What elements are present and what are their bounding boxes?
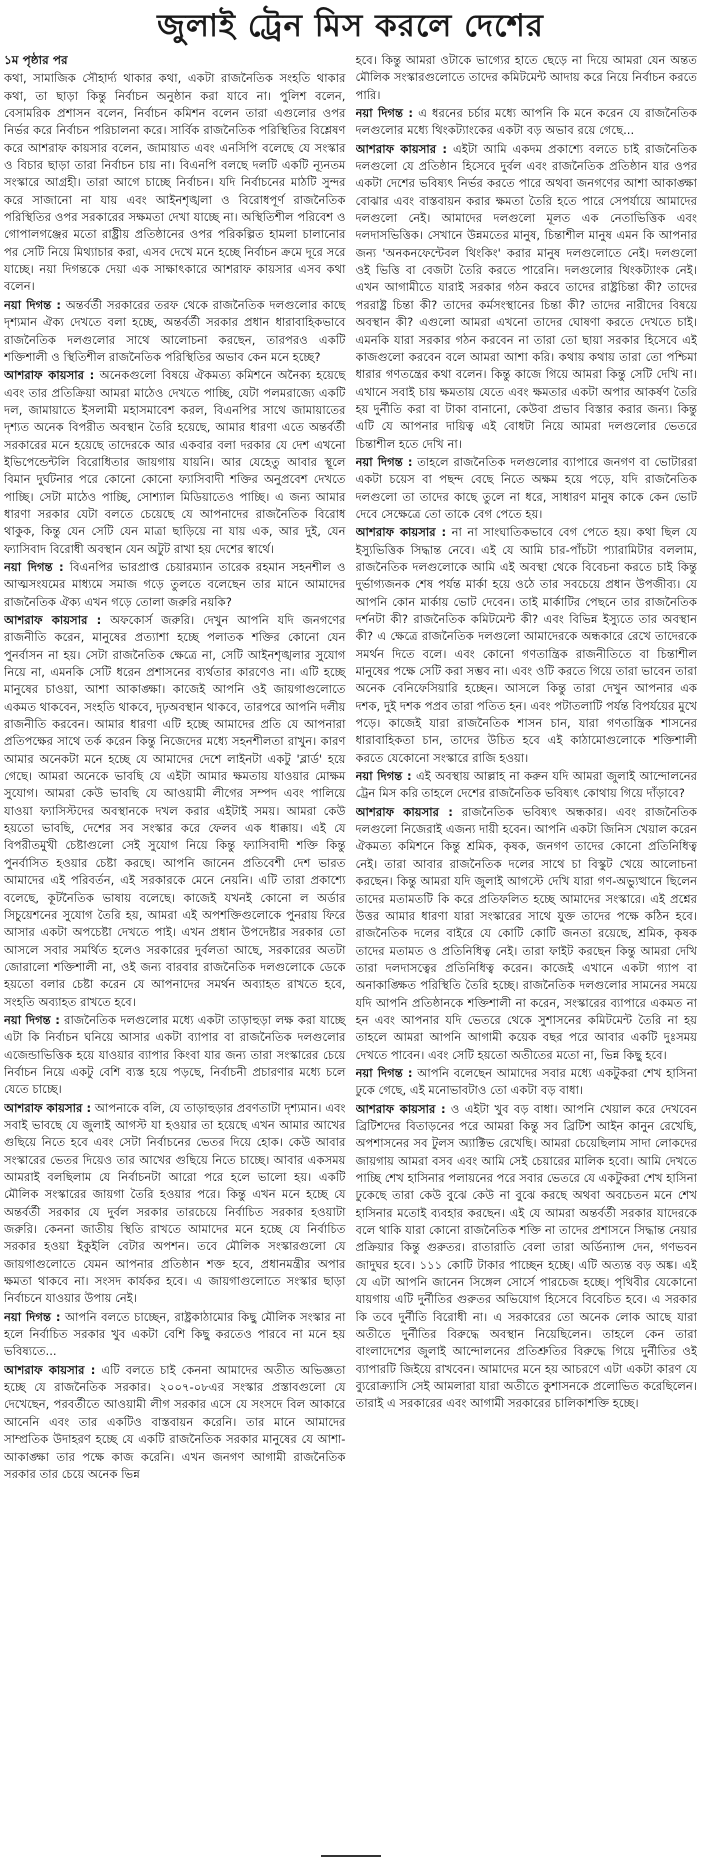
paragraph — [356, 141, 698, 453]
speaker-label: নয়া দিগন্ত : — [4, 297, 61, 312]
paragraph — [4, 70, 346, 295]
right-column — [356, 52, 698, 1852]
page-footer-mark — [0, 1852, 701, 1870]
paragraph-text: বিএনপির ভারপ্রাপ্ত চেয়ারম্যান তারেক রহমান সহনশীল ও আত্মসংযমের মাধ্যমে সমাজ গড়ে তুলতে বলেছেন তার মানে আমাদের রাজনৈতিক ঐক্য এখন গড়ে তোলা জরুরি নয়কি? — [4, 559, 346, 609]
paragraph-text: তাহলে রাজনৈতিক দলগুলোর ব্যাপারে জনগণ বা ভোটাররা একটা চয়েস বা পছন্দ বেছে নিতে অক্ষম হয়ে পড়ে, যদি রাজনৈতিক দলগুলো তা তাদের কাছে তুলে না ধরে, সাধারণ মানুষ কাকে কেন ভোট দেবে সেক্ষেত্রে তো তাকে বেগ পেতে হয়। — [355, 454, 697, 521]
speaker-label: আশরাফ কায়সার : — [4, 1100, 92, 1115]
paragraph — [4, 1309, 346, 1361]
paragraph — [4, 1100, 346, 1308]
speaker-label: নয়া দিগন্ত : — [355, 106, 414, 121]
paragraph — [356, 524, 698, 767]
paragraph-text: না না সাংঘাতিকভাবে বেগ পেতে হয়। কথা ছিল যে ইস্যুভিত্তিক সিদ্ধান্ত নেবে। এই যে আমি চার-পাঁচটা প্যারামিটার বললাম, রাজনৈতিক দলগুলোকে আমি এই অবস্থা থেকে বিবেচনা করতে চাই কিন্তু দুর্ভাগ্যজনক শেষ পর্যন্ত মার্কা হয়ে ওঠে তার সবচেয়ে প্রধান উপজীব্য। যে আপনি কোন মার্কায় ভোট দেবেন। তাই মার্কাটির পেছনে তার রাজনৈতিক দর্শনটা কী? রাজনৈতিক কমিটমেন্ট কী? এবং বিভিন্ন ইস্যুতে তার অবস্থান কী? এ ক্ষেত্রে রাজনৈতিক দলগুলো আমাদেরকে অন্ধকারে রেখে তাদেরকে সমর্থন দিতে বলে। এবং কোনো গণতান্ত্রিক রাজনীতিতে বা চিন্তাশীল মানুষের পক্ষে সেটি করা সম্ভব না। এবং ওটি করতে গিয়ে তারা ভাবেন তারা অনেক বেনিফেসিয়ারি হচ্ছেন। আসলে কিন্তু তারা দেখুন আপনার এক দশক, দুই দশক পপ্রব তারা পতিত হন। এবং পটাতলাটি পর্যন্ত বিপর্যয়ের মুখে পড়ে। কাজেই যারা রাজনৈতিক শাসন চান, যারা গণতান্ত্রিক শাসনের ধারাবাহিকতা চান, তাদের উচিত হবে এই কাঠামোগুলোকে শক্তিশালী করতে যেকোনো সংস্কারে রাজি হওয়া। — [355, 525, 697, 765]
speaker-label: আশরাফ কায়সার : — [4, 613, 102, 627]
paragraph — [356, 768, 698, 803]
paragraph-text: এটি বলতে চাই কেননা আমাদের অতীত অভিজ্ঞতা হচ্ছে যে রাজনৈতিক সরকার। ২০০৭-০৮এর সংস্কার প্রস্তাবগুলো যে দেখেছেন, পরবর্তীতে আওয়ামী লীগ সরকার এসে যে সংসদে বিল আকারে আনেনি এবং তার একটিও বাস্তবায়ন করেনি। তার মানে আমাদের সাম্প্রতিক উদাহরণ হচ্ছে যে একটি রাজনৈতিক সরকার মানুষের যে আশা-আকাঙ্ক্ষা তার পক্ষে কাজ করেনি। এখন জনগণ আগামী রাজনৈতিক সরকার তার চেয়ে অনেক ভিন্ন — [4, 1362, 346, 1481]
speaker-label: নয়া দিগন্ত : — [4, 1012, 60, 1027]
paragraph-text: রাজনৈতিক দলগুলোর মধ্যে একটা তাড়াহুড়া লক্ষ করা যাচ্ছে এটা কি নির্বাচন ঘনিয়ে আসার একটা ব্যাপার বা রাজনৈতিক দলগুলোর এজেন্ডাভিত্তিক হয়ে যাওয়ার ব্যাপার কিংবা যার জন্য তারা সংস্কারের চেয়ে নির্বাচন নিয়ে একটু বেশি ব্যস্ত হয়ে পড়ছে, নির্বাচনী প্রচারণার মধ্যে চলে যেতে চাচ্ছে। — [4, 1012, 346, 1097]
paragraph-text: অন্তর্বর্তী সরকারের তরফ থেকে রাজনৈতিক দলগুলোর কাছে দৃশ্যমান ঐক্য দেখতে বলা হচ্ছে, অন্তর্বর্তী সরকার প্রধান ধারাবাহিকভাবে রাজনৈতিক দলগুলোর সাথে আলোচনা করছেন, তারপরও একটি শক্তিশালী ও স্থিতিশীল রাজনৈতিক পরিস্থিতির অভাব কেন মনে হচ্ছে? — [4, 297, 346, 364]
paragraph-text: আপনি বলতে চাচ্ছেন, রাষ্ট্রকাঠামোর কিছু মৌলিক সংস্কার না হলে নির্বাচিত সরকার খুব একটা বেশি কিছু করতেও পারবে না মনে হয় ভবিষ্যতে... — [4, 1309, 346, 1359]
left-column — [4, 52, 346, 1852]
paragraph — [4, 1362, 346, 1483]
paragraph — [356, 1101, 698, 1413]
paragraph-text: রাজনৈতিক ভবিষ্যৎ অন্ধকার। এবং রাজনৈতিক দলগুলো নিজেরাই এজন্য দায়ী হবেন। আপনি একটা জিনিস খেয়াল করেন ঐকমত্য কমিশনে কিন্তু শ্রমিক, কৃষক, জনগণ তাদের কোনো প্রতিনিধিত্ব নেই। তারা আবার রাজনৈতিক দলের সাথে চা বিস্কুট খেয়ে আলোচনা করছেন। কিন্তু আমরা যদি জুলাই আগস্টে দেখি যারা গণ-অভ্যুত্থানে ছিলেন তাদের মতামতটি কি করে প্রতিফলিত হচ্ছে আমাদের সংস্কারে। এই প্রশ্নের উত্তর আমার ধারণা যারা সংস্কারের সাথে যুক্ত তাদের পক্ষে কঠিন হবে। রাজনৈতিক দলের বাইরে যে কোটি কোটি জনতা রয়েছে, শ্রমিক, কৃষক তাদের মতামত ও প্রতিনিধিত্ব নেই। তারা ফাইট করছেন কিন্তু আমরা দেখি তারা দলদাসত্বের প্রতিনিধিত্ব করেন। কাজেই এখানে একটা গ্যাপ বা অনাকাঙ্ক্ষিত পরিস্থিতি তৈরি হচ্ছে। রাজনৈতিক দলগুলোর সামনের সময়ে যদি আপনি প্রতিষ্ঠানকে শক্তিশালী না করেন, সংস্কারের ব্যাপারে একমত না হন এবং আপনার যদি ভেতরে থেকে সুশাসনের কমিটমেন্ট তৈরি না হয় তাহলে আমরা আপনি আগামী কয়েক বছর পরে আবার একটি দুঃসময় দেখতে পাবেন। এবং সেটি হয়তো অতীতের মতো না, ভিন্ন কিছু হবে। — [355, 804, 697, 1062]
continued-label: ১ম পৃষ্ঠার পর — [4, 53, 68, 67]
paragraph-text: কথা, সামাজিক সৌহার্দ্য থাকার কথা, একটা রাজনৈতিক সংহতি থাকার কথা, তা ছাড়া কিন্তু নির্বাচন অনুষ্ঠান করা যাবে না। পুলিশ বলেন, বেসামরিক প্রশাসন বলেন, নির্বাচন কমিশন বলেন তারা এগুলোর ওপর নির্ভর করে নির্বাচন পরিচালনা করে। সার্বিক রাজনৈতিক পরিস্থিতির বিশ্লেষণ করে আশরাফ কায়সার বলেন, জামায়াত এবং এনসিপি বলেছে যে সংস্কার ও বিচার ছাড়া তারা নির্বাচন চায় না। বিএনপি বলছে দলটি একটি ন্যূনতম সংস্কারে আগ্রহী। তারা আগে চাচ্ছে নির্বাচন। যদি নির্বাচনের মাঠটি সুন্দর করে সাজানো না যায় এবং আইনশৃঙ্খলা ও বিরোধপূর্ণ রাজনৈতিক পরিস্থিতির ওপর সরকারের সক্ষমতা দেখা যাচ্ছে না। অস্থিতিশীল পরিবেশ ও গোপালগঞ্জের মতো রাষ্ট্রীয় প্রতিষ্ঠানের ওপর পরিকল্পিত হামলা চালানোর পর সেটি নিয়ে মিথ্যাচার করা, এসব দেখে মনে হচ্ছে নির্বাচন ক্রমে দূরে সরে যাচ্ছে। নয়া দিগন্তকে দেয়া এক সাক্ষাৎকারে আশরাফ কায়সার এসব কথা বলেন। — [4, 71, 346, 294]
speaker-label: আশরাফ কায়সার : — [4, 368, 95, 383]
paragraph — [4, 612, 346, 1011]
paragraph — [4, 297, 346, 366]
speaker-label: আশরাফ কায়সার : — [355, 141, 448, 156]
paragraph-text: এ ধরনের চর্চার মধ্যে আপনি কি মনে করেন যে রাজনৈতিক দলগুলোর মধ্যে থিংকট্যাংকের একটা বড় অভাব রয়ে গেছে... — [355, 106, 697, 138]
paragraph-text: এই অবস্থায় আল্লাহ না করুন যদি আমরা জুলাই আন্দোলনের ট্রেন মিস করি তাহলে দেশের রাজনৈতিক ভবিষ্যৎ কোথায় গিয়ে দাঁড়াবে? — [355, 769, 697, 801]
paragraph — [356, 52, 698, 104]
paragraph-text: হবে। কিন্তু আমরা ওটাকে ভাগ্যের হাতে ছেড়ে না দিয়ে আমরা যেন অন্তত মৌলিক সংস্কারগুলোতে তাদের কমিটমেন্ট আদায় করে নিয়ে নির্বাচন করতে পারি। — [355, 53, 697, 102]
headline: জুলাই ট্রেন মিস করলে দেশের — [157, 8, 544, 44]
speaker-label: আশরাফ কায়সার : — [4, 1362, 96, 1377]
paragraph-text: আপনাকে বলি, যে তাড়াহুড়ার প্রবণতাটা দৃশ্যমান। এবং সবাই ভাবছে যে জুলাই আগস্ট যা হওয়ার তা হয়েছে এখন আমার আখের গুছিয়ে নিতে হবে এবং সেটা নির্বাচনের ভেতর দিয়ে হোক। কেউ আবার সংস্কারের ভেতর দিয়েও তার আখের গুছিয়ে নিতে চাচ্ছে। আবার একসময় আমরাই বলছিলাম যে নির্বাচনটা আরো পরে হলে ভালো হয়। একটি মৌলিক সংস্কারের জায়গা তৈরি হওয়ার পরে। কিন্তু এখন মনে হচ্ছে যে অন্তর্বর্তী সরকার যে দুর্বল সরকার তারচেয়ে নির্বাচিত সরকার হওয়াটা জরুরি। কেননা জাতীয় স্থিতি রাখতে আমাদের মনে হচ্ছে যে নির্বাচিত সরকার হওয়া ইকুইলি বেটার অপশন। তবে মৌলিক সংস্কারগুলো যে জায়গাগুলোতে যেমন আপনার প্রতিষ্ঠান শক্ত হবে, প্রধানমন্ত্রীর অপার ক্ষমতা থাকবে না। সংসদ কার্যকর হবে। এ জায়গাগুলোতে সংস্কার ছাড়া নির্বাচনে যাওয়ার উপায় নেই। — [4, 1100, 346, 1306]
speaker-label: আশরাফ কায়সার : — [355, 525, 447, 540]
paragraph-text: অফকোর্স জরুরি। দেখুন আপনি যদি জনগণের রাজনীতি করেন, মানুষের প্রত্যাশা হচ্ছে পলাতক শক্তির কোনো যেন পুনর্বাসন না হয়। সেটা রাজনৈতিক ক্ষেত্রে না, সেটি আইনশৃঙ্খলার সুযোগ নিয়ে না, এমনকি সেটি ধরেন প্রশাসনের ব্যর্থতার কারণেও না। এটি হচ্ছে মানুষের চাওয়া, আশা আকাঙ্ক্ষা। কাজেই আপনি ওই জায়গাগুলোতে একমত থাকবেন, সংহতি থাকবে, দৃঢ়অবস্থান থাকবে, তারপরে আপনি দলীয় রাজনীতি করবেন। আমার ধারণা এটি হচ্ছে আমাদের প্রতি যে আপনারা প্রতিপক্ষের সাথে তর্ক করেন কিন্তু নিজেদের মধ্যে সহনশীলতা রাখুন। কারণ আমার অনেকটা মনে হচ্ছে যে আমাদের দেশে লাইনটা একটু 'ব্লার্ড' হয়ে গেছে। আমরা অনেকে ভাবছি যে এইটা আমার ক্ষমতায় যাওয়ার মোক্ষম সুযোগ। আমরা কেউ ভাবছি যে আওয়ামী লীগের সম্পদ এবং পালিয়ে যাওয়া ফ্যাসিস্টদের অবস্থানকে দখল করার এইটাই সময়। আমরা কেউ হয়তো ভাবছি, দেশের সব সংস্কার করে ফেলব এক ধাক্কায়। এই যে বিপরীতমুখী চেষ্টাগুলো সেই সুযোগ নিয়ে কিন্তু ফ্যাসিবাদী শক্তি কিন্তু পুনর্বাসিত হওয়ার চেষ্টা করছে। আপনি জানেন প্রতিবেশী দেশ ভারত আমাদের এই পরিবর্তন, এই সরকারকে মেনে নেয়নি। এটি তারা প্রকাশ্যে বলেছে, কূটনৈতিক ভাষায় বলেছে। কাজেই যখনই কোনো ল অর্ডার সিচুয়েশনের সুযোগ তৈরি হয়, আমরা এই অপশক্তিগুলোকে পুনরায় ফিরে আসার একটা অপচেষ্টা দেখতে পাই। এখন প্রধান উপদেষ্টার সরকার তো আসলে সবার সমর্থিত হলেও সরকারের দুর্বলতা আছে, সরকারের অতটা জোরালো শক্তিশালী না, ওই জন্য বারবার রাজনৈতিক দলগুলোকে ডেকে হয়তো বলার চেষ্টা করেন যে আপনাদের সমর্থন অব্যাহত রাখতে হবে, সংহতি অব্যাহত রাখতে হবে। — [4, 613, 346, 1009]
speaker-label: নয়া দিগন্ত : — [355, 454, 413, 469]
paragraph — [356, 105, 698, 140]
paragraph-text: অনেকগুলো বিষয়ে ঐকমত্য কমিশনে অনৈক্য হয়েছে এবং তার প্রতিক্রিয়া আমরা মাঠেও দেখতে পাচ্ছি, যেটা পলমরাজ্যে একটি দল, জামায়াতে ইসলামী মহাসমাবেশ করল, বিএনপির সাথে জামায়াতের দৃশ্যত অনেক বিপরীত অবস্থান তৈরি হয়েছে, আমার ধারণা এতে অন্তর্বর্তী সরকারের মনে হয়েছে তাদেরকে আর একবার বলা দরকার যে দেশ এখনো ইভিপেন্ডেন্টলি বিরোধিতার জায়গায় যায়নি। আর যেহেতু আবার স্থূলে বিমান দুর্ঘটনার পরে কোনো কোনো ফ্যাসিবাদী শক্তির অনুপ্রবেশ দেখতে পাচ্ছি। সেটা মাঠেও পাচ্ছি, সোশ্যাল মিডিয়াতেও পাচ্ছি। এ জন্য আমার ধারণা সরকার যেটা বলতে চেয়েছে যে আপনাদের রাজনৈতিক বিরোধ থাকুক, কিন্তু যেন সেটি যেন মাত্রা ছাড়িয়ে না যায় এক, আর দুই, যেন ফ্যাসিবাদ বিরোধী অবস্থান যেন অটুট রাখা হয় দেশের স্বার্থে। — [4, 368, 346, 556]
speaker-label: আশরাফ কায়সার : — [355, 1101, 446, 1116]
paragraph — [356, 454, 698, 523]
paragraph — [4, 1012, 346, 1099]
paragraph-text: আপনি বলেছেন আমাদের সবার মধ্যে একটুকরা শেখ হাসিনা ঢুকে গেছে, এই মনোভাবটাও তো একটা বড় বাধা। — [355, 1065, 697, 1098]
paragraph-text: এইটা আমি একদম প্রকাশ্যে বলতে চাই রাজনৈতিক দলগুলো যে প্রতিষ্ঠান হিসেবে দুর্বল এবং রাজনৈতিক প্রতিষ্ঠান যার ওপর একটা দেশের ভবিষ্যৎ নির্ভর করতে পারে অথবা জনগণের আশা আকাঙ্ক্ষা বোঝার এবং বাস্তবায়ন করার ক্ষমতা তৈরি হতে পারে সেপর্যায়ে আমাদের দলগুলো নেই। আমাদের দলগুলো মূলত এক নেতাভিত্তিক এবং দলদাসভিত্তিক। সেখানে উন্নমতের মানুষ, চিন্তাশীল মানুষ এমন কি আপনার জন্য 'অনকনফেন্টেবল থিংকিং' করার মানুষ দলগুলোতে নেই। দলগুলো ওই ভিত্তি বা বেজটা তৈরি করতে পারেনি। দলগুলোর থিংকট্যাংক নেই। এখন আগামীতে যারাই সরকার গঠন করবে তাদের রাষ্ট্রচিন্তা কী? তাদের পররাষ্ট্র চিন্তা কী? তাদের কর্মসংস্থানের চিন্তা কী? তাদের নারীদের বিষয়ে অবস্থান কী? এগুলো আমরা এখনো তাদের ঘোষণা করতে দেখতে চাই। এমনকি যারা সরকার গঠন করবেন না তারা তো ছায়া সরকার হিসেবে এই কাজগুলো করবেন বলে আমরা আশা করি। কথায় কথায় তারা তো পশ্চিমা ধারার গণতন্ত্রের কথা বলেন। কিন্তু কাজে গিয়ে আমরা কিন্তু সেটি দেখি না। এখানে সবাই চায় ক্ষমতায় যেতে এবং ক্ষমতার একটা অপার আকর্ষণ তৈরি হয় দুর্নীতি করা বা টাকা বানানো, কেউবা প্রভাব বিস্তার করার জন্য। কিন্তু এটি যে আপনার দায়িত্ব এই বোধটা নিয়ে আমরা দলগুলোর ভেতরে চিন্তাশীল হতে দেখি না। — [355, 141, 697, 451]
article-columns — [4, 52, 697, 1852]
paragraph-text: ও এইটা খুব বড় বাধা। আপনি খেয়াল করে দেখবেন ব্রিটিশদের বিতাড়নের পরে আমরা কিন্তু সব ব্রিটিশ আইন কানুন রেখেছি, অপশাসনের সব টুলস অ্যাক্টিভ রেখেছি। আমরা চেয়েছিলাম সাদা লোকদের জায়গায় আমরা বসব এবং আমি সেই চেয়ারের মালিক হবো। আমি দেখতে পাচ্ছি শেখ হাসিনার পলায়নের পরে সবার ভেতরে যে একটুকরা শেখ হাসিনা ঢুকেছে তারা কেউ বুঝে কেউ না বুঝে করছে অথবা অবচেতন মনে শেখ হাসিনার মতোই ব্যবহার করছেন। এই যে আমরা অন্তর্বর্তী সরকার যাদেরকে বলে থাকি যারা কোনো রাজনৈতিক শক্তি না তাদের প্রশাসনে সিদ্ধান্ত নেয়ার প্রক্রিয়ার কিন্তু গুরুতর। রাতারাতি বেলা তারা অর্ডিন্যান্স দেন, গণভবন জাদুঘর হবে। ১১১ কোটি টাকার পাচ্ছেন হচ্ছে। এটি অত্যন্ত বড় অঙ্ক। এই যে এটা আপনি জানেন সিঙ্গেল সোর্সে পারচেজ হচ্ছে। পৃথিবীর যেকোনো যায়গায় এটি দুর্নীতির গুরুতর অভিযোগ হিসেবে বিবেচিত হবে। এ সরকার কি তবে দুর্নীতি বিরোধী না। এ সরকারের তো অনেক লোক আছে যারা অতীতে দুর্নীতির বিরুদ্ধে অবস্থান নিয়েছিলেন। তাহলে কেন তারা বাংলাদেশের জুলাই আন্দোলনের প্রতিশ্রুতির বিরুদ্ধে গিয়ে দুর্নীতির ওই ব্যাপারটি জিইয়ে রাখবেন। আমাদের মনে হয় আচরণে এটা একটা কারণ যে ব্যুরোক্র্যাসি সেই আমলারা যারা অতীতে কুশাসনকে প্রলোভিত করেছিলেন। তারাই এ সরকারের এবং আগামী সরকারের চালিকাশক্তি হচ্ছে। — [355, 1101, 697, 1411]
paragraph — [356, 804, 698, 1064]
speaker-label: নয়া দিগন্ত : — [4, 559, 64, 574]
speaker-label: নয়া দিগন্ত : — [355, 1065, 413, 1080]
paragraph — [4, 559, 346, 611]
paragraph — [4, 367, 346, 558]
speaker-label: নয়া দিগন্ত : — [355, 769, 412, 784]
speaker-label: আশরাফ কায়সার : — [355, 804, 453, 819]
speaker-label: নয়া দিগন্ত : — [4, 1309, 61, 1324]
paragraph — [356, 1065, 698, 1100]
